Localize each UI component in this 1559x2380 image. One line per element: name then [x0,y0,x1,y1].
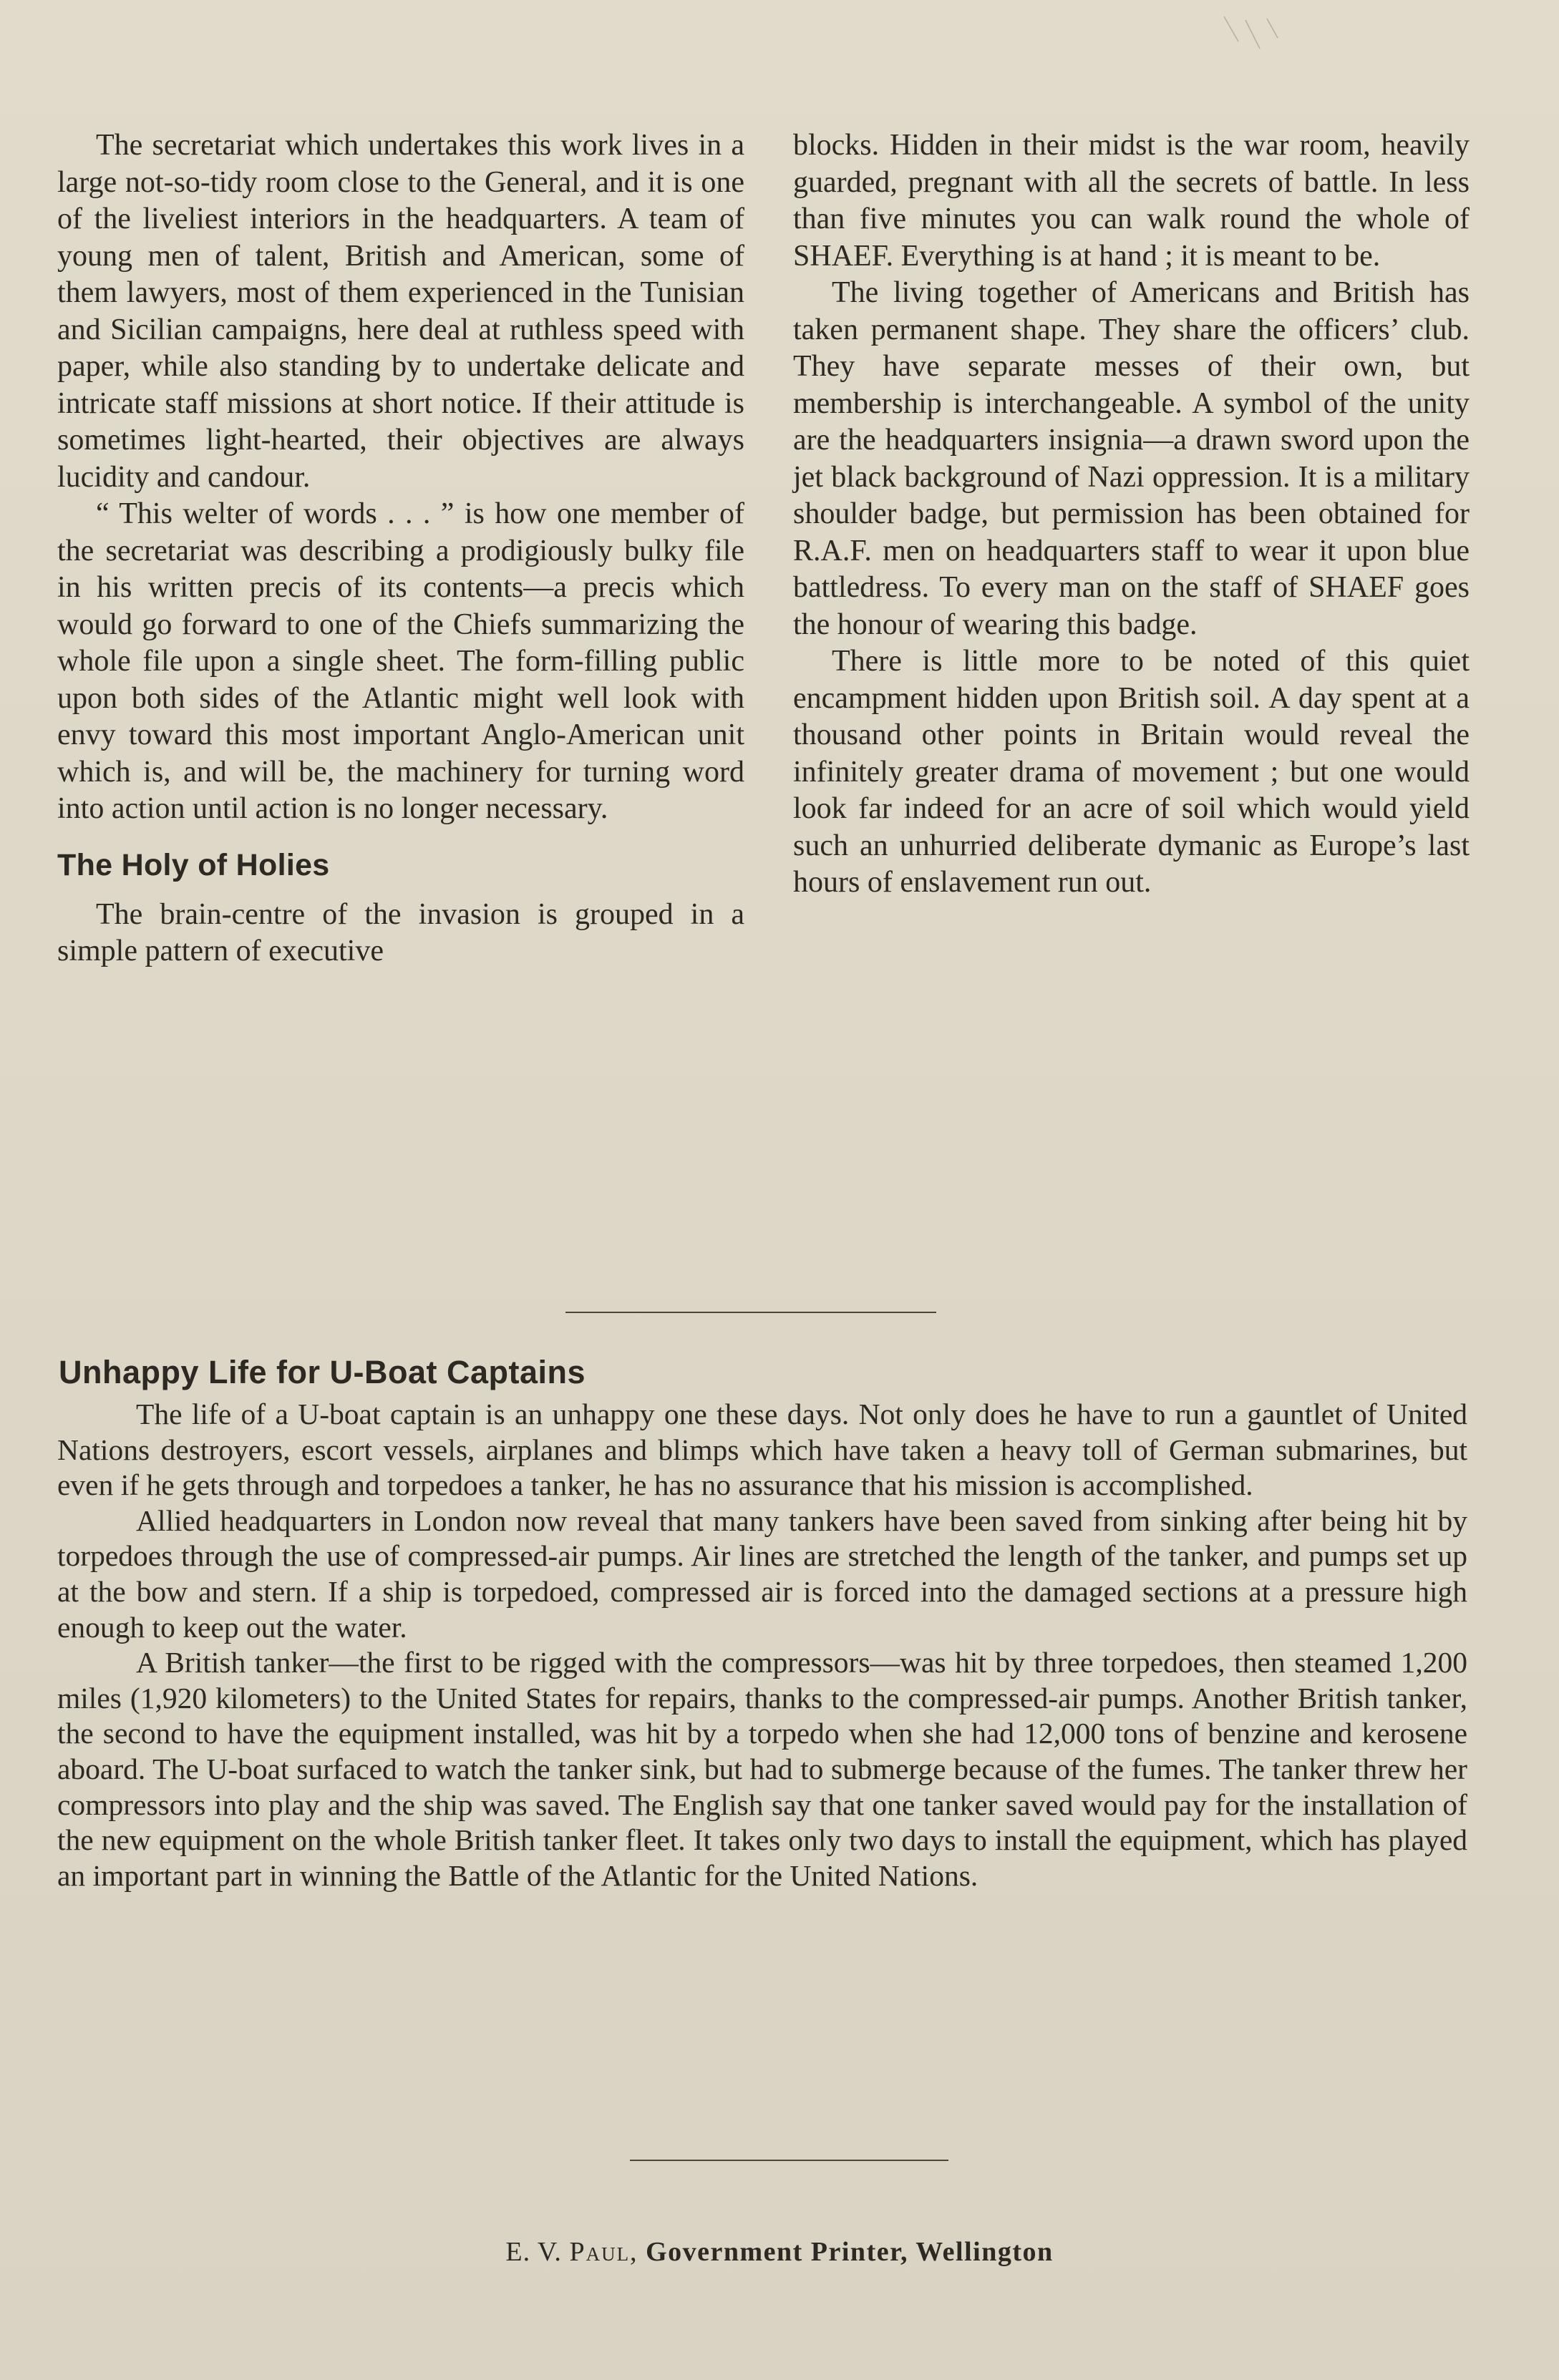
body-paragraph: The living together of Americans and British has taken permanent shape. They share the officers’ club. They have separate messes of their own, but membership is interchangeable. A symbol of the unity are the headquarters insignia—a drawn sword upon the jet black background of Nazi oppression. It is a military shoulder badge, but permission has been obtained for R.A.F. men on headquarters staff to wear it upon blue battledress. To every man on the staff of SHAEF goes the honour of wearing this badge. [793,276,1470,641]
body-paragraph: There is little more to be noted of this quiet encampment hidden upon British soil. A day spent at a thousand other points in Britain would reveal the infinitely greater drama of movement ; but one would look far indeed for an acre of soil which would yield such an unhurried deliberate dymanic as Europe’s last hours of enslavement run out. [793,645,1470,899]
divider-bottom [630,2160,948,2161]
article-paragraph: A British tanker—the first to be rigged with the compressors—was hit by three torpedoes, then steamed 1,200 miles (1,920 kilometers) to the United States for repairs, thanks to the compressed-air pumps. Another British tanker, the second to have the equipment installed, was hit by a torpedo when she had 12,000 tons of benzine and kerosene aboard. The U-boat surfaced to watch the tanker sink, but had to submerge because of the fumes. The tanker threw her compressors into play and the ship was saved. The English say that one tanker saved would pay for the installation of the new equipment on the whole British tanker fleet. It takes only two days to install the equipment, which has played an important part in winning the Battle of the Atlantic for the United Nations. [57,1646,1467,1892]
body-paragraph: The brain-centre of the invasion is grouped in a simple pattern of executive [57,897,744,967]
article-title: Unhappy Life for U-Boat Captains [59,1354,586,1390]
article [57,1352,1467,1893]
divider-top [565,1312,936,1313]
body-paragraph: blocks. Hidden in their midst is the war room, heavily guarded, pregnant with all the secrets of battle. In less than five minutes you can walk round the whole of SHAEF. Everything is at hand ; it is meant to be. [793,129,1470,273]
right-column [793,127,1470,902]
left-column [57,127,744,970]
printer-initials: E. V. [505,2237,562,2267]
section-heading: The Holy of Holies [57,847,330,882]
body-paragraph: “ This welter of words . . . ” is how one member of the secretariat was describing a prodigiously bulky file in his written precis of its contents—a precis which would go forward to one of the Chiefs summarizing the whole file upon a single sheet. The form-filling public upon both sides of the Atlantic might well look with envy toward this most important Anglo-American unit which is, and will be, the machinery for turning word into action until action is no longer necessary. [57,497,744,825]
printer-publisher: Government Printer, Wellington [646,2237,1054,2267]
printer-imprint [0,2236,1559,2268]
corner-mark [1217,13,1303,63]
article-paragraph: Allied headquarters in London now reveal that many tankers have been saved from sinking after being hit by torpedoes through the use of compressed-air pumps. Air lines are stretched the length of the tanker, and pumps set up at the bow and stern. If a ship is torpedoed, compressed air is forced into the damaged sections at a pressure high enough to keep out the water. [57,1503,1467,1644]
printer-surname: Paul, [569,2237,638,2267]
article-paragraph: The life of a U-boat captain is an unhappy one these days. Not only does he have to run a gauntlet of United Nations destroyers, escort vessels, airplanes and blimps which have taken a heavy toll of German submarines, but even if he gets through and torpedoes a tanker, he has no assurance that his mission is accomplished. [57,1398,1467,1502]
body-paragraph: The secretariat which undertakes this work lives in a large not-so-tidy room close to the General, and it is one of the liveliest interiors in the headquarters. A team of young men of talent, British and American, some of them lawyers, most of them experienced in the Tunisian and Sicilian campaigns, here deal at ruthless speed with paper, while also standing by to undertake delicate and intricate staff missions at short notice. If their attitude is sometimes light-hearted, their objectives are always lucidity and candour. [57,129,744,494]
